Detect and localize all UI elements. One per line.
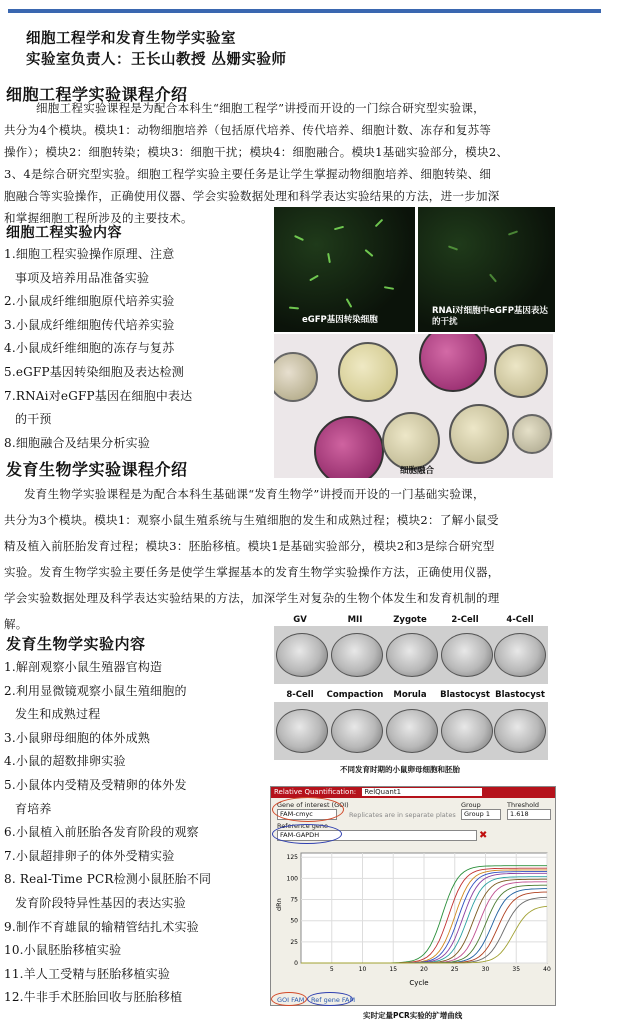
- y-tick-label: 125: [286, 854, 298, 862]
- list-item: 9.制作不育雄鼠的输精管结扎术实验: [4, 919, 199, 934]
- threshold-input[interactable]: 1.618: [507, 809, 551, 820]
- lab-name: 细胞工程学和发育生物学实验室: [26, 30, 236, 47]
- y-tick-label: 25: [290, 938, 298, 946]
- stage-label: Zygote: [393, 615, 427, 625]
- embryo-image: [386, 633, 438, 677]
- ref-gene-select[interactable]: FAM-GAPDH: [277, 830, 477, 841]
- replicate-checkbox[interactable]: Replicates are in separate plates: [349, 811, 456, 819]
- lab-heads: 实验室负责人：王长山教授 丛姗实验师: [26, 51, 287, 68]
- list-item: 3.小鼠成纤维细胞传代培养实验: [4, 317, 175, 332]
- embryo-stages-figure: [274, 614, 548, 762]
- intro-line: 操作）；模块2：细胞转染；模块3：细胞干扰；模块4：细胞融合。模块1基础实验部分，模块2、: [4, 145, 509, 159]
- intro-line: 学会实验数据处理及科学表达实验结果的方法，加深学生对复杂的生物个体发生和发育机制的理: [4, 591, 500, 605]
- list-item: 7.RNAi对eGFP基因在细胞中表达 的干预: [4, 388, 193, 427]
- goi-select[interactable]: FAM-cmyc: [277, 809, 337, 820]
- dev-bio-list: [4, 656, 269, 1010]
- intro-line: 共分为4个模块。模块1：动物细胞培养（包括原代培养、传代培养、细胞计数、冻存和复苏等: [4, 123, 492, 137]
- cell-eng-intro-heading: 细胞工程学实验课程介绍: [6, 85, 188, 104]
- stage-label: MII: [347, 615, 363, 625]
- top-rule: [8, 9, 601, 13]
- list-item: 1.解剖观察小鼠生殖器官构造: [4, 660, 163, 674]
- stage-label: GV: [293, 615, 307, 625]
- x-tick-label: 5: [329, 966, 334, 973]
- intro-line: 3、4是综合研究型实验。细胞工程学实验主要任务是让学生掌握动物细胞培养、细胞转染、细: [4, 167, 492, 181]
- intro-line: 解。: [4, 617, 28, 631]
- amplification-chart: [271, 847, 555, 995]
- threshold-label: Threshold: [507, 801, 540, 809]
- embryo-image: [441, 709, 493, 753]
- y-axis-label: dRn: [275, 898, 283, 911]
- cell-eng-content-heading: 细胞工程实验内容: [6, 225, 122, 241]
- legend-ref-oval: [307, 992, 356, 1006]
- intro-line: 发育生物学实验课程是为配合本科生基础课“发育生物学”讲授而开设的一门基础实验课，: [24, 487, 485, 501]
- embryo-image: [441, 633, 493, 677]
- intro-line: 和掌握细胞工程所涉及的主要技术。: [4, 211, 193, 225]
- rnai-photo: [418, 207, 555, 332]
- list-item: 5.eGFP基因转染细胞及表达检测: [4, 364, 184, 379]
- pcr-window: [270, 786, 556, 1006]
- pcr-title: Relative Quantification:: [274, 788, 357, 796]
- embryo-image: [331, 709, 383, 753]
- list-item: 12.牛非手术胚胎回收与胚胎移植: [4, 990, 183, 1005]
- dev-bio-intro-heading: 发育生物学实验课程介绍: [6, 460, 188, 479]
- embryo-image: [331, 633, 383, 677]
- ref-highlight-oval: [272, 824, 342, 844]
- x-tick-label: 30: [481, 966, 490, 973]
- stage-label: 2-Cell: [451, 615, 479, 625]
- list-item: 1.细胞工程实验操作原理、注意 事项及培养用品准备实验: [4, 247, 175, 285]
- y-tick-label: 75: [290, 896, 298, 904]
- pcr-caption: 实时定量PCR实验的扩增曲线: [363, 1011, 463, 1020]
- egfp-photo: [274, 207, 415, 332]
- stage-label: Morula: [393, 690, 427, 700]
- dev-bio-content-heading: 发育生物学实验内容: [6, 635, 146, 653]
- goi-highlight-oval: [272, 797, 344, 822]
- list-item: 3.小鼠卵母细胞的体外成熟: [4, 730, 151, 745]
- list-item: 4.小鼠的超数排卵实验: [4, 754, 126, 769]
- rnai-caption: RNAi对细胞中eGFP基因表达的干扰: [432, 306, 548, 327]
- embryo-image: [494, 633, 546, 677]
- embryo-image: [276, 633, 328, 677]
- fusion-caption: 细胞融合: [400, 466, 435, 476]
- legend-ref: Ref gene FAM: [311, 996, 356, 1004]
- list-item: 4.小鼠成纤维细胞的冻存与复苏: [4, 341, 175, 356]
- embryo-image: [494, 709, 546, 753]
- list-item: 2.小鼠成纤维细胞原代培养实验: [4, 294, 175, 309]
- list-item: 8.细胞融合及结果分析实验: [4, 435, 151, 450]
- list-item: 6.小鼠植入前胚胎各发育阶段的观察: [4, 825, 199, 840]
- stage-label: 8-Cell: [286, 690, 314, 700]
- intro-line: 胞融合等实验操作，正确使用仪器、学会实验数据处理和科学表达实验结果的方法，进一步加深: [4, 189, 500, 203]
- ref-gene-label: Reference gene: [277, 822, 329, 830]
- embryo-image: [386, 709, 438, 753]
- intro-line: 精及植入前胚胎发育过程；模块3：胚胎移植。模块1是基础实验部分，模块2和3是综合研究型: [4, 539, 495, 553]
- intro-line: 实验。发育生物学实验主要任务是使学生掌握基本的发育生物学实验操作方法，正确使用仪器，: [4, 565, 500, 579]
- x-tick-label: 40: [543, 966, 551, 973]
- egfp-caption: eGFP基因转染细胞: [302, 315, 378, 325]
- legend-goi: GOI FAM: [277, 996, 305, 1004]
- intro-line: 共分为3个模块。模块1：观察小鼠生殖系统与生殖细胞的发生和成熟过程；模块2：了解小鼠受: [4, 513, 499, 527]
- x-axis-label: Cycle: [409, 979, 429, 987]
- embryo-caption: 不同发育时期的小鼠卵母细胞和胚胎: [340, 765, 460, 774]
- close-icon[interactable]: ✖: [479, 830, 488, 841]
- list-item: 8. Real-Time PCR检测小鼠胚胎不同 发育阶段特异性基因的表达实验: [4, 872, 212, 910]
- x-tick-label: 20: [420, 966, 428, 973]
- list-item: 5.小鼠体内受精及受精卵的体外发 育培养: [4, 777, 187, 816]
- cell-fusion-photo: [274, 334, 553, 478]
- y-tick-label: 100: [286, 875, 298, 883]
- quant-field[interactable]: RelQuant1: [362, 788, 482, 796]
- list-item: 11.羊人工受精与胚胎移植实验: [4, 966, 171, 981]
- x-tick-label: 15: [389, 966, 398, 973]
- stage-label: Blastocyst: [440, 690, 490, 700]
- stage-label: 4-Cell: [506, 615, 534, 625]
- goi-label: Gene of interest (GOI): [277, 801, 349, 809]
- legend-goi-oval: [271, 992, 307, 1006]
- list-item: 2.利用显微镜观察小鼠生殖细胞的 发生和成熟过程: [4, 683, 187, 722]
- intro-line: 细胞工程实验课程是为配合本科生“细胞工程学”讲授而开设的一门综合研究型实验课，: [36, 101, 485, 115]
- y-tick-label: 50: [290, 917, 298, 925]
- list-item: 7.小鼠超排卵子的体外受精实验: [4, 848, 175, 863]
- stage-label: Blastocyst: [495, 690, 545, 700]
- x-tick-label: 10: [358, 966, 367, 973]
- x-tick-label: 35: [512, 966, 521, 973]
- list-item: 10.小鼠胚胎移植实验: [4, 943, 122, 958]
- cell-eng-list: [4, 243, 274, 455]
- y-tick-label: 0: [294, 960, 298, 967]
- embryo-image: [276, 709, 328, 753]
- group-select[interactable]: Group 1: [461, 809, 501, 820]
- x-tick-label: 25: [450, 966, 459, 973]
- stage-label: Compaction: [326, 690, 384, 700]
- group-label: Group: [461, 801, 481, 809]
